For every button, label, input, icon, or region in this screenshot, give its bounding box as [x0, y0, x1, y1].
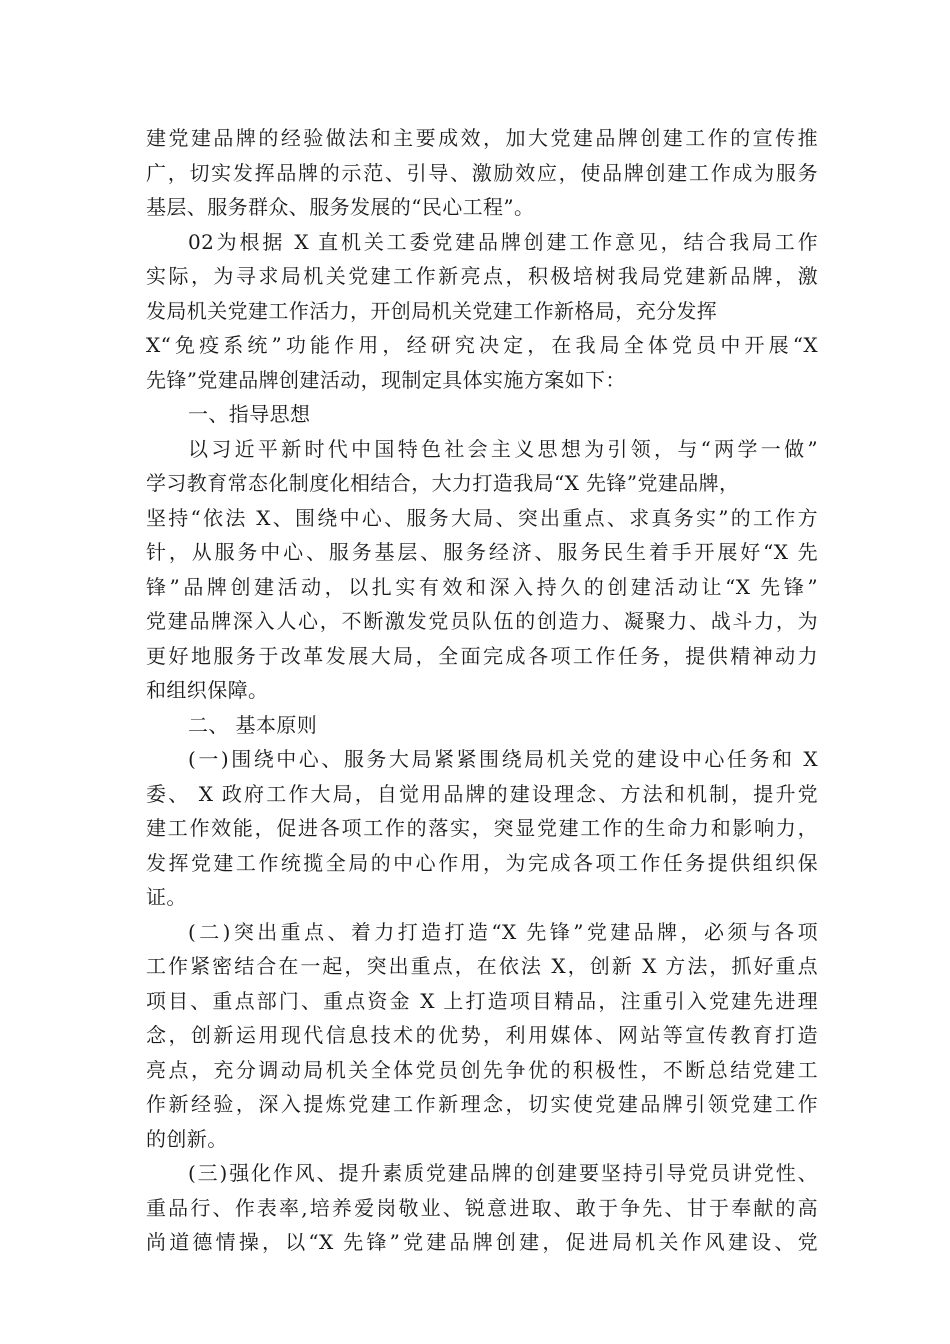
paragraph-line: 项目、重点部门、重点资金 X 上打造项目精品，注重引入党建先进理 — [146, 988, 818, 1013]
paragraph-line: 委、 X 政府工作大局，自觉用品牌的建设理念、方法和机制，提升党 — [146, 781, 818, 806]
paragraph-line: 针，从服务中心、服务基层、服务经济、服务民生着手开展好“X 先 — [146, 540, 818, 564]
paragraph-line: 作新经验，深入提炼党建工作新理念，切实使党建品牌引领党建工作 — [146, 1092, 818, 1116]
paragraph-line: 的创新。 — [146, 1126, 228, 1151]
paragraph-line: 发局机关党建工作活力，开创局机关党建工作新格局，充分发挥 — [146, 298, 718, 323]
paragraph-line: 更好地服务于改革发展大局，全面完成各项工作任务，提供精神动力 — [146, 643, 818, 668]
paragraph-line: 锋”品牌创建活动，以扎实有效和深入持久的创建活动让“X 先锋” — [146, 574, 818, 599]
paragraph-line: 先锋”党建品牌创建活动，现制定具体实施方案如下： — [146, 367, 626, 392]
paragraph-line: 以习近平新时代中国特色社会主义思想为引领，与“两学一做” — [188, 436, 818, 461]
paragraph-line: 实际，为寻求局机关党建工作新亮点，积极培树我局党建新品牌，激 — [146, 264, 818, 288]
paragraph-line: 尚道德情操，以“X 先锋”党建品牌创建，促进局机关作风建设、党 — [146, 1230, 818, 1254]
paragraph-line: 建工作效能，促进各项工作的落实，突显党建工作的生命力和影响力， — [146, 816, 818, 840]
paragraph-line: 工作紧密结合在一起，突出重点，在依法 X，创新 X 方法，抓好重点 — [146, 954, 818, 978]
paragraph-line: 02为根据 X 直机关工委党建品牌创建工作意见，结合我局工作 — [188, 229, 818, 254]
paragraph-line: X“免疫系统”功能作用，经研究决定，在我局全体党员中开展“X — [146, 333, 818, 357]
paragraph-line: 亮点，充分调动局机关全体党员创先争优的积极性，不断总结党建工 — [146, 1057, 818, 1082]
paragraph-line: 建党建品牌的经验做法和主要成效，加大党建品牌创建工作的宣传推 — [146, 126, 818, 150]
section-heading: 一、指导思想 — [188, 402, 311, 426]
paragraph-line: 基层、服务群众、服务发展的“民心工程”。 — [146, 195, 535, 219]
paragraph-line: (一)围绕中心、服务大局紧紧围绕局机关党的建设中心任务和 X — [188, 747, 818, 771]
paragraph-line: 念，创新运用现代信息技术的优势，利用媒体、网站等宣传教育打造 — [146, 1023, 818, 1047]
paragraph-line: 证。 — [146, 885, 187, 909]
paragraph-line: 党建品牌深入人心，不断激发党员队伍的创造力、凝聚力、战斗力，为 — [146, 609, 818, 633]
paragraph-line: 发挥党建工作统揽全局的中心作用，为完成各项工作任务提供组织保 — [146, 850, 818, 875]
section-heading: 二、 基本原则 — [188, 712, 318, 737]
paragraph-line: (三)强化作风、提升素质党建品牌的创建要坚持引导党员讲党性、 — [188, 1161, 818, 1185]
paragraph-line: (二)突出重点、着力打造打造“X 先锋”党建品牌，必须与各项 — [188, 919, 818, 944]
document-body — [146, 121, 818, 1260]
paragraph-line: 和组织保障。 — [146, 678, 269, 702]
paragraph-line: 坚持“依法 X、围绕中心、服务大局、突出重点、求真务实”的工作方 — [146, 505, 818, 530]
paragraph-line: 广，切实发挥品牌的示范、引导、激励效应，使品牌创建工作成为服务 — [146, 160, 818, 185]
paragraph-line: 学习教育常态化制度化相结合，大力打造我局“X 先锋”党建品牌， — [146, 471, 740, 495]
paragraph-line: 重品行、作表率,培养爱岗敬业、锐意进取、敢于争先、甘于奉献的高 — [146, 1195, 818, 1220]
